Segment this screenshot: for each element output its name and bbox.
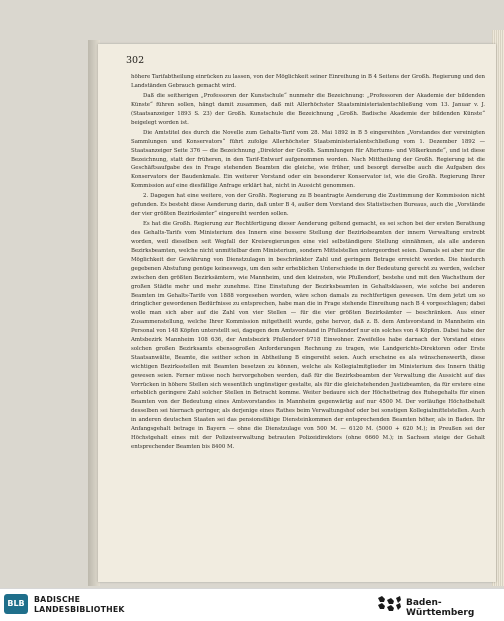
library-name-line1: BADISCHE — [34, 595, 81, 604]
paragraph: höhere Tarifabtheilung einrücken zu lassen, von der Möglichkeit seiner Einreihung in B 4 Seitens der Großh. Regierung und den Landständen Gebrauch gemacht wird. — [131, 74, 485, 89]
body-text — [131, 73, 485, 453]
state-name: Baden-Württemberg — [406, 598, 475, 618]
blb-logo[interactable]: BLB — [4, 594, 28, 614]
paragraph: Es hat die Großh. Regierung zur Rechtfertigung dieser Aenderung geltend gemacht, es sei schon bei der ersten Berathung des Gehalts-Tarifs vom Ministerium des Innern eine bessere Stellung der Bezirksbeamten der innern Verwaltung erstrebt worden, weil dieselben seit Wegfall der Kreisregierungen eine viel selbständigere Stellung einnähmen, als alle anderen Bezirksbeamten, welche nicht unmittelbar dem Ministerium, sondern Mittelstellen untergeordnet seien. Damals sei aber nur die Möglichkeit der Gewährung von Dienstzulagen in beschränkter Zahl und geringem Betrage erreicht worden. Die hiedurch gegebenen Abstufung genüge keineswegs, um den sehr erheblichen Unterschiede in der Bedeutung gerecht zu werden, welcher zwischen den größten Bezirksämtern, wie Mannheim, und den kleinsten, wie Pfullendorf, bestehe und mit den Wachsthum der großen Städte mehr und mehr zunehme. Eine Einstufung der Bezirksbeamten in Gehaltsklassen, wie solche bei anderen Beamten im Gehalts-Tarife von 1888 vorgesehen worden, wäre schon damals zu rechtfertigen gewesen. Um dem jetzt um so dringlicher gewordenen Bedürfnisse zu entsprechen, habe man die in Frage stehende Einreihung nach B 4 vorgeschlagen; dabei wolle man sich aber auf die Zahl von vier Stellen — für die vier größten Bezirksämter — beschränken. Aus einer Zusammenstellung, welche Ihrer Kommission mitgetheilt wurde, gehe hervor, daß z. B. dem Amtsvorstand in Mannheim ein Personal von 148 Köpfen unterstellt sei, dagegen dem Amtsvorstand in Pfullendorf nur ein solches von 4 Köpfen. Dabei habe der Amtsbezirk Mannheim 108 636, der Amtsbezirk Pfullendorf 9718 Einwohner. Zweifellos habe darnach der Vorstand eines solchen großen Bezirksamts ebensogroßen Anforderungen Rechnung zu tragen, wie Landgerichts-Direktoren oder Erste Staatsanwälte, Beamte, die seither schon in Abtheilung B eingereiht seien. Auch erscheine es als wünschenswerth, diese wichtigen Bezirksstellen mit Beamten besetzen zu können, welche als Kollegialmitglieder im Ministerium des Innern thätig gewesen seien. Ferner müsse noch hervorgehoben werden, daß für die Bezirksbeamten der Verwaltung die Aussicht auf das Vorrücken in höhere Stellen sich wesentlich ungünstiger gestalte, als für die gleichstehenden Justizbeamten, da für erstere eine erheblich geringere Zahl solcher Stellen in Betracht komme. Weiter bedaure sich der Höchstbetrag des Ruhegehalts für einen Beamten von der Bedeutung eines Amtsvorstandes in Mannheim gegenwärtig auf nur 4500 M. Der vorläufige Höchstbehalt desselben sei hiernach geringer, als derjenige eines Rathes beim Verwaltungshof oder bei sonstigen Kollegialmittelstellen. Auch in anderen deutschen Staaten sei das pensionsfähige Diensteinkommen der entsprechenden Beamten höher, als in Baden. Ihr Anfangsgehalt betrage in Bayern — ohne die Dienstzulage von 500 M. — 6120 M. (5000 + 620 M.); in Preußen sei der Höchstgehalt eines mit der Polizeiverwaltung betrauten Polizeidirektors (ohne 6660 M.); in Sachsen steige der Gehalt entsprechender Beamten bis 8400 M. — [131, 221, 485, 450]
library-name-line2: LANDESBIBLIOTHEK — [34, 604, 125, 614]
library-name — [34, 595, 125, 614]
paragraph: Die Amtstitel des durch die Novelle zum Gehalts-Tarif vom 28. Mai 1892 in B 5 eingereihten „Vorstandes der vereinigten Sammlungen und Konservators“ führt zufolge Allerhöchster Staatsministerialentschließung vom 1. Dezember 1892 — Staatsanzeiger Seite 376 — die Bezeichnung „Direktor der Großh. Sammlungen für Altertums- und Völkerkunde“, und ist diese Bezeichnung, statt der früheren, in den Tarif-Entwurf aufgenommen worden. Nach Mittheilung der Großh. Regierung ist die Geschäftsaufgabe des in Frage stehenden Beamten die gleiche, wie früher, und besorgt derselbe auch die Aufgaben des Konservators der Baudenkmale. Ein weiterer Vorstand oder ein besonderer Konservator ist, wie die Großh. Regierung Ihrer Kommission auf eine diesfällige Anfrage erklärt hat, nicht in Aussicht genommen. — [131, 129, 485, 190]
lions-crest-icon — [376, 594, 402, 614]
paragraph: Daß die seitherigen „Professoren der Kunstschule“ nunmehr die Bezeichnung: „Professoren der Akademie der bildenden Künste“ führen sollen, hängt damit zusammen, daß mit Allerhöchster Staatsministerialentschließung vom 13. Januar v. J. (Staatsanzeiger 1893 S. 23) der Großh. Kunstschule die Bezeichnung „Großh. Badische Akademie der bildenden Künste“ beigelegt worden ist. — [131, 93, 485, 126]
paragraph: 2. Dagegen hat eine weitere, von der Großh. Regierung zu B beantragte Aenderung die Zustimmung der Kommission nicht gefunden. Es besteht diese Aenderung darin, daß unter B 4, außer dem Vorstand des Statistischen Bureaus, auch die „Vorstände der vier größten Bezirksämter“ eingereiht werden sollen. — [131, 193, 485, 218]
page-number: 302 — [126, 55, 145, 66]
